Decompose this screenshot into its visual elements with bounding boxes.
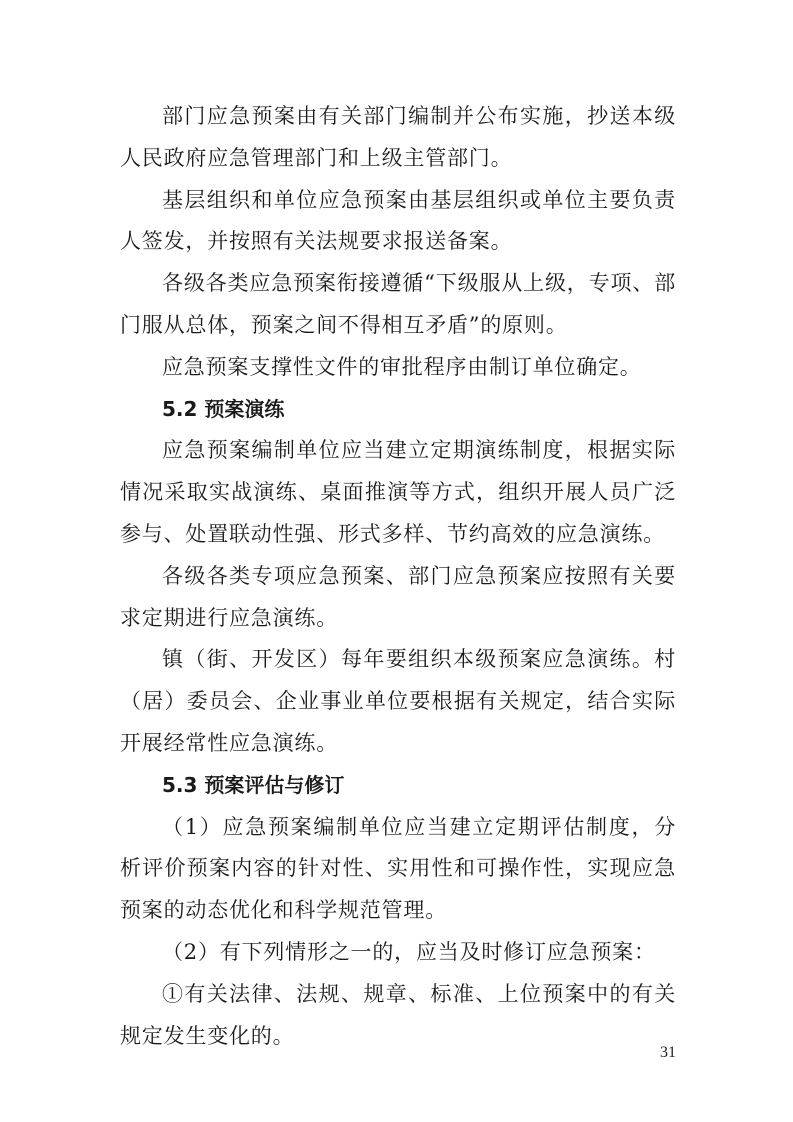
paragraph-revision-conditions: （2）有下列情形之一的，应当及时修订应急预案： <box>162 939 656 964</box>
paragraph-grassroots-signing: 基层组织和单位应急预案由基层组织或单位主要负责人签发，并按照有关法规要求报送备案。 <box>120 187 676 254</box>
paragraph-revision-item-1: ①有关法律、法规、规章、标准、上位预案中的有关规定发生变化的。 <box>120 981 676 1048</box>
paragraph-supporting-documents: 应急预案支撑性文件的审批程序由制订单位确定。 <box>162 354 642 379</box>
paragraph-plan-alignment-principle: 各级各类应急预案衔接遵循“下级服从上级，专项、部门服从总体，预案之间不得相互矛盾”的原则。 <box>120 271 676 337</box>
section-heading-5-3: 5.3 预案评估与修订 <box>162 772 345 797</box>
document-body <box>120 96 676 1057</box>
paragraph-drill-system: 应急预案编制单位应当建立定期演练制度，根据实际情况采取实战演练、桌面推演等方式，组织开展人员广泛参与、处置联动性强、形式多样、节约高效的应急演练。 <box>120 438 676 546</box>
paragraph-special-plan-drills: 各级各类专项应急预案、部门应急预案应按照有关要求定期进行应急演练。 <box>120 563 676 630</box>
paragraph-evaluation-system: （1）应急预案编制单位应当建立定期评估制度，分析评价预案内容的针对性、实用性和可操作性，实现应急预案的动态优化和科学规范管理。 <box>120 814 676 923</box>
paragraph-town-drills: 镇（街、开发区）每年要组织本级预案应急演练。村（居）委员会、企业事业单位要根据有关规定，结合实际开展经常性应急演练。 <box>120 647 676 755</box>
page-number: 31 <box>660 1044 676 1061</box>
paragraph-plan-publication: 部门应急预案由有关部门编制并公布实施，抄送本级人民政府应急管理部门和上级主管部门。 <box>120 104 676 170</box>
section-heading-5-2: 5.2 预案演练 <box>162 396 285 421</box>
